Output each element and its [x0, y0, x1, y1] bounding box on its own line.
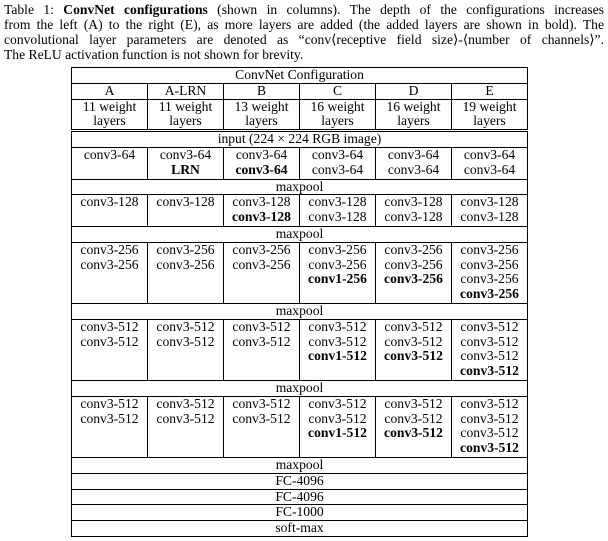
layer-entry: conv3-256: [384, 256, 443, 272]
layer-entry: conv3-512: [460, 348, 519, 364]
layer-entry: conv3-128: [232, 194, 291, 210]
layer-entry: conv3-512: [232, 319, 291, 334]
layer-entry: LRN: [171, 161, 200, 177]
column-name-c: C: [300, 83, 376, 99]
depth-count: 11 weight: [158, 99, 213, 114]
layer-cell: [452, 147, 528, 179]
layer-entry: conv3-256: [80, 256, 139, 272]
layer-entry: conv1-256: [308, 271, 367, 287]
layer-cell: [72, 147, 148, 179]
layer-entry: conv3-512: [308, 333, 367, 349]
column-name-a: A: [72, 83, 148, 99]
layer-entry: conv3-256: [308, 242, 367, 257]
layer-entry: conv3-128: [156, 194, 215, 210]
fully-connected-layer: FC-1000: [72, 505, 528, 521]
layer-entry: conv3-128: [460, 209, 519, 225]
depth-count: 16 weight: [386, 99, 441, 114]
fully-connected-layer: FC-4096: [72, 489, 528, 505]
layer-entry: conv3-64: [387, 147, 440, 162]
layer-cell: [300, 147, 376, 179]
layer-entry: conv3-512: [80, 410, 139, 426]
layer-cell: [148, 195, 224, 227]
layer-cell: [452, 242, 528, 303]
layer-cell: [376, 319, 452, 380]
layer-cell: [224, 396, 300, 457]
maxpool-layer: maxpool: [72, 457, 528, 473]
layer-cell: [148, 242, 224, 303]
column-depth-e: [452, 99, 528, 131]
layer-entry: conv3-128: [232, 209, 291, 225]
softmax-layer: soft-max: [72, 521, 528, 537]
depth-count: 13 weight: [234, 99, 289, 114]
depth-count: 19 weight: [462, 99, 517, 114]
layer-group-row: [72, 195, 528, 227]
layer-entry: conv3-256: [80, 242, 139, 257]
layer-entry: conv3-512: [460, 410, 519, 426]
depth-unit: layers: [397, 113, 430, 129]
tail-row: [72, 505, 528, 521]
layer-entry: conv3-512: [232, 410, 291, 426]
layer-entry: conv3-512: [460, 319, 519, 334]
layer-entry: conv3-512: [384, 396, 443, 411]
layer-entry: conv3-512: [384, 319, 443, 334]
layer-cell: [224, 242, 300, 303]
layer-entry: conv3-512: [156, 319, 215, 334]
layer-entry: conv3-512: [80, 396, 139, 411]
layer-cell: [72, 396, 148, 457]
column-name-b: B: [224, 83, 300, 99]
layer-entry: conv3-256: [156, 242, 215, 257]
layer-entry: conv3-512: [308, 396, 367, 411]
layer-entry: conv3-512: [232, 396, 291, 411]
layer-entry: conv3-64: [311, 161, 364, 177]
layer-entry: conv3-256: [460, 242, 519, 257]
layer-entry: conv3-512: [308, 410, 367, 426]
layer-cell: [376, 147, 452, 179]
maxpool-layer: maxpool: [72, 303, 528, 319]
layer-group-row: [72, 147, 528, 179]
layer-cell: [452, 396, 528, 457]
layer-cell: [300, 242, 376, 303]
layer-cell: [376, 396, 452, 457]
layer-entry: conv3-512: [460, 425, 519, 441]
layer-entry: conv3-256: [460, 271, 519, 287]
layer-entry: conv3-256: [384, 271, 443, 287]
layer-cell: [452, 319, 528, 380]
layer-entry: conv3-512: [156, 333, 215, 349]
pool-row: [72, 380, 528, 396]
tail-row: [72, 521, 528, 537]
pool-row: [72, 303, 528, 319]
layer-cell: [376, 242, 452, 303]
column-depth-row: [72, 99, 528, 131]
layer-group-row: [72, 319, 528, 380]
layer-group-row: [72, 396, 528, 457]
layer-entry: conv3-64: [235, 147, 288, 162]
table-caption: [4, 2, 604, 62]
layer-cell: [224, 147, 300, 179]
layer-entry: conv3-128: [80, 194, 139, 210]
layer-cell: [376, 195, 452, 227]
layer-entry: conv3-512: [460, 396, 519, 411]
layer-entry: conv3-128: [308, 209, 367, 225]
layer-cell: [72, 195, 148, 227]
caption-line-1-rest: (shown in columns). The depth of the configurations increases: [207, 2, 604, 17]
pool-row: [72, 226, 528, 242]
layer-cell: [224, 195, 300, 227]
column-name-a-lrn: A-LRN: [148, 83, 224, 99]
caption-line-4: The ReLU activation function is not shown for brevity.: [4, 47, 304, 62]
caption-prefix: Table 1:: [4, 2, 64, 17]
layer-entry: conv1-512: [308, 425, 367, 441]
column-name-row: [72, 83, 528, 99]
depth-count: 11 weight: [82, 99, 137, 114]
convnet-configuration-table: [71, 67, 528, 537]
table-body: [72, 68, 528, 537]
layer-entry: conv3-512: [460, 363, 519, 379]
layer-cell: [224, 319, 300, 380]
layer-entry: conv3-512: [156, 396, 215, 411]
layer-entry: conv3-256: [308, 256, 367, 272]
layer-cell: [148, 396, 224, 457]
layer-entry: conv3-128: [384, 209, 443, 225]
layer-entry: conv3-256: [460, 286, 519, 302]
caption-title: ConvNet configurations: [63, 2, 208, 17]
layer-entry: conv3-64: [159, 147, 212, 162]
layer-entry: conv3-64: [463, 161, 516, 177]
table-header: ConvNet Configuration: [72, 68, 528, 84]
depth-unit: layers: [93, 113, 126, 129]
layer-entry: conv3-512: [384, 333, 443, 349]
layer-entry: conv3-512: [384, 410, 443, 426]
layer-entry: conv3-128: [308, 194, 367, 210]
layer-entry: conv3-512: [460, 333, 519, 349]
column-depth-d: [376, 99, 452, 131]
caption-line-3: convolutional layer parameters are denoted as “conv⟨receptive field size⟩-⟨number of channels⟩”.: [4, 32, 604, 47]
layer-entry: conv3-512: [384, 425, 443, 441]
layer-entry: conv3-256: [232, 242, 291, 257]
layer-cell: [148, 147, 224, 179]
pool-row: [72, 179, 528, 195]
layer-entry: conv3-256: [232, 256, 291, 272]
layer-entry: conv3-64: [83, 147, 136, 162]
layer-entry: conv3-128: [384, 194, 443, 210]
layer-entry: conv3-64: [235, 161, 288, 177]
layer-cell: [300, 319, 376, 380]
maxpool-layer: maxpool: [72, 226, 528, 242]
table-header-row: [72, 68, 528, 84]
layer-entry: conv3-256: [384, 242, 443, 257]
layer-cell: [300, 195, 376, 227]
depth-unit: layers: [245, 113, 278, 129]
depth-unit: layers: [473, 113, 506, 129]
tail-row: [72, 489, 528, 505]
layer-entry: conv3-512: [156, 410, 215, 426]
column-depth-a: [72, 99, 148, 131]
layer-cell: [72, 319, 148, 380]
caption-line-2: from the left (A) to the right (E), as more layers are added (the added layers are shown in bold). The: [4, 17, 604, 32]
column-name-e: E: [452, 83, 528, 99]
layer-entry: conv3-512: [460, 440, 519, 456]
pool-row: [72, 457, 528, 473]
layer-cell: [148, 319, 224, 380]
input-row: [72, 131, 528, 148]
layer-entry: conv3-512: [80, 333, 139, 349]
input-layer: input (224 × 224 RGB image): [72, 131, 528, 148]
layer-entry: conv1-512: [308, 348, 367, 364]
column-depth-b: [224, 99, 300, 131]
layer-entry: conv3-512: [80, 319, 139, 334]
layer-cell: [300, 396, 376, 457]
depth-unit: layers: [321, 113, 354, 129]
column-depth-c: [300, 99, 376, 131]
tail-row: [72, 473, 528, 489]
layer-entry: conv3-512: [384, 348, 443, 364]
depth-count: 16 weight: [310, 99, 365, 114]
depth-unit: layers: [169, 113, 202, 129]
layer-group-row: [72, 242, 528, 303]
layer-cell: [72, 242, 148, 303]
layer-cell: [452, 195, 528, 227]
layer-entry: conv3-512: [308, 319, 367, 334]
column-name-d: D: [376, 83, 452, 99]
layer-entry: conv3-64: [311, 147, 364, 162]
layer-entry: conv3-128: [460, 194, 519, 210]
layer-entry: conv3-64: [463, 147, 516, 162]
maxpool-layer: maxpool: [72, 380, 528, 396]
layer-entry: conv3-256: [460, 256, 519, 272]
caption-line-1: [4, 2, 604, 17]
layer-entry: conv3-64: [387, 161, 440, 177]
layer-entry: conv3-512: [232, 333, 291, 349]
fully-connected-layer: FC-4096: [72, 473, 528, 489]
maxpool-layer: maxpool: [72, 179, 528, 195]
column-depth-a-lrn: [148, 99, 224, 131]
layer-entry: conv3-256: [156, 256, 215, 272]
